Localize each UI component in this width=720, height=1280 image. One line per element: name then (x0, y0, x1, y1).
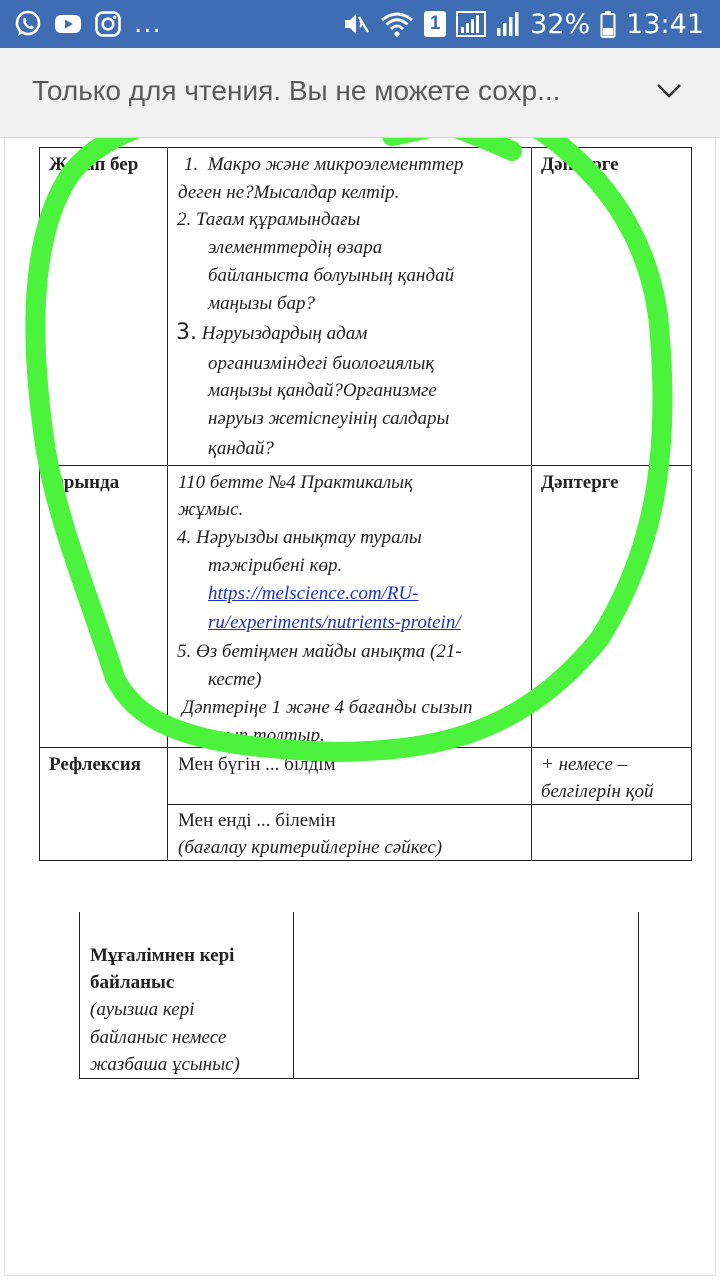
feedback-note: жазбаша ұсыныс) (90, 1054, 240, 1075)
question-2: 2. Тағам құрамындағы (177, 209, 361, 230)
table-border (691, 147, 692, 860)
youtube-icon (54, 10, 82, 38)
chevron-down-icon[interactable] (656, 82, 682, 100)
wifi-icon (380, 10, 414, 38)
reflection-note: + немесе – (541, 754, 628, 775)
melscience-link[interactable]: https://melscience.com/RU- (208, 583, 419, 604)
clock: 13:41 (626, 8, 704, 40)
question-3-cont: нәруыз жетіспеуінің салдары (208, 408, 450, 429)
table-border (167, 147, 168, 860)
table-border (79, 912, 80, 1078)
feedback-note: (ауызша кері (90, 999, 195, 1020)
table-border (39, 147, 692, 148)
read-only-banner[interactable] (0, 48, 720, 138)
task-4: 4. Нәруызды анықтау туралы (177, 527, 422, 548)
feedback-note: байланыс немесе (90, 1027, 227, 1048)
table-border (39, 747, 692, 748)
signal-icon (456, 10, 486, 38)
question-1: 1. Макро және микроэлементтер (184, 154, 464, 175)
reflection-line: Мен бүгін ... білдім (178, 754, 336, 775)
instagram-icon (94, 10, 122, 38)
question-3: 3. Нәруыздардың адам (176, 320, 368, 345)
whatsapp-icon (14, 10, 42, 38)
question-2-cont: байланыста болуының қандай (208, 265, 455, 286)
sim-badge: 1 (424, 11, 446, 37)
mute-icon (342, 10, 370, 38)
table-border (638, 912, 639, 1078)
stage-label: Орында (49, 472, 120, 493)
task-line: 110 бетте №4 Практикалық (178, 472, 413, 493)
document-page[interactable] (0, 138, 720, 1280)
read-only-message: Только для чтения. Вы не можете сохр... (32, 75, 561, 106)
signal-2-icon (496, 10, 520, 38)
reflection-criteria: (бағалау критерийлеріне сәйкес) (178, 837, 443, 858)
more-notifications: ... (134, 9, 162, 39)
feedback-title: Мұғалімнен кері (90, 945, 235, 966)
table-border (39, 147, 40, 860)
table-border (531, 147, 532, 860)
battery-icon (600, 10, 616, 38)
feedback-title: байланыс (90, 972, 175, 993)
stage-label: Рефлексия (49, 754, 141, 775)
question-3-cont: қандай? (208, 438, 274, 459)
table-border (39, 465, 692, 466)
question-2-cont: элементтердің өзара (208, 237, 383, 258)
task-line: жұмыс. (178, 499, 244, 520)
table-border (293, 912, 294, 1078)
question-3-cont: организміндегі биологиялық (208, 353, 435, 374)
task-tail: Дәптеріңе 1 және 4 бағанды сызып (182, 697, 473, 718)
battery-percent: 32% (530, 8, 591, 40)
task-5: 5. Өз бетіңмен майды анықта (21- (177, 641, 462, 662)
reflection-note: белгілерін қой (541, 781, 654, 802)
task-tail: алып толтыр. (208, 725, 325, 746)
question-2-cont: маңызы бар? (208, 293, 316, 314)
reflection-line: Мен енді ... білемін (178, 810, 336, 831)
stage-label: Жауап бер (49, 154, 139, 175)
task-4-cont: тәжірибені көр. (208, 555, 343, 576)
note-label: Дәптерге (541, 472, 619, 493)
question-3-cont: маңызы қандай?Организмге (208, 380, 437, 401)
note-label: Дәптерге (541, 154, 619, 175)
melscience-link-cont[interactable]: ru/experiments/nutrients-protein/ (208, 612, 461, 633)
question-1-cont: деген не?Мысалдар келтір. (178, 182, 400, 203)
task-5-cont: кесте) (208, 669, 262, 690)
status-bar (0, 0, 720, 48)
